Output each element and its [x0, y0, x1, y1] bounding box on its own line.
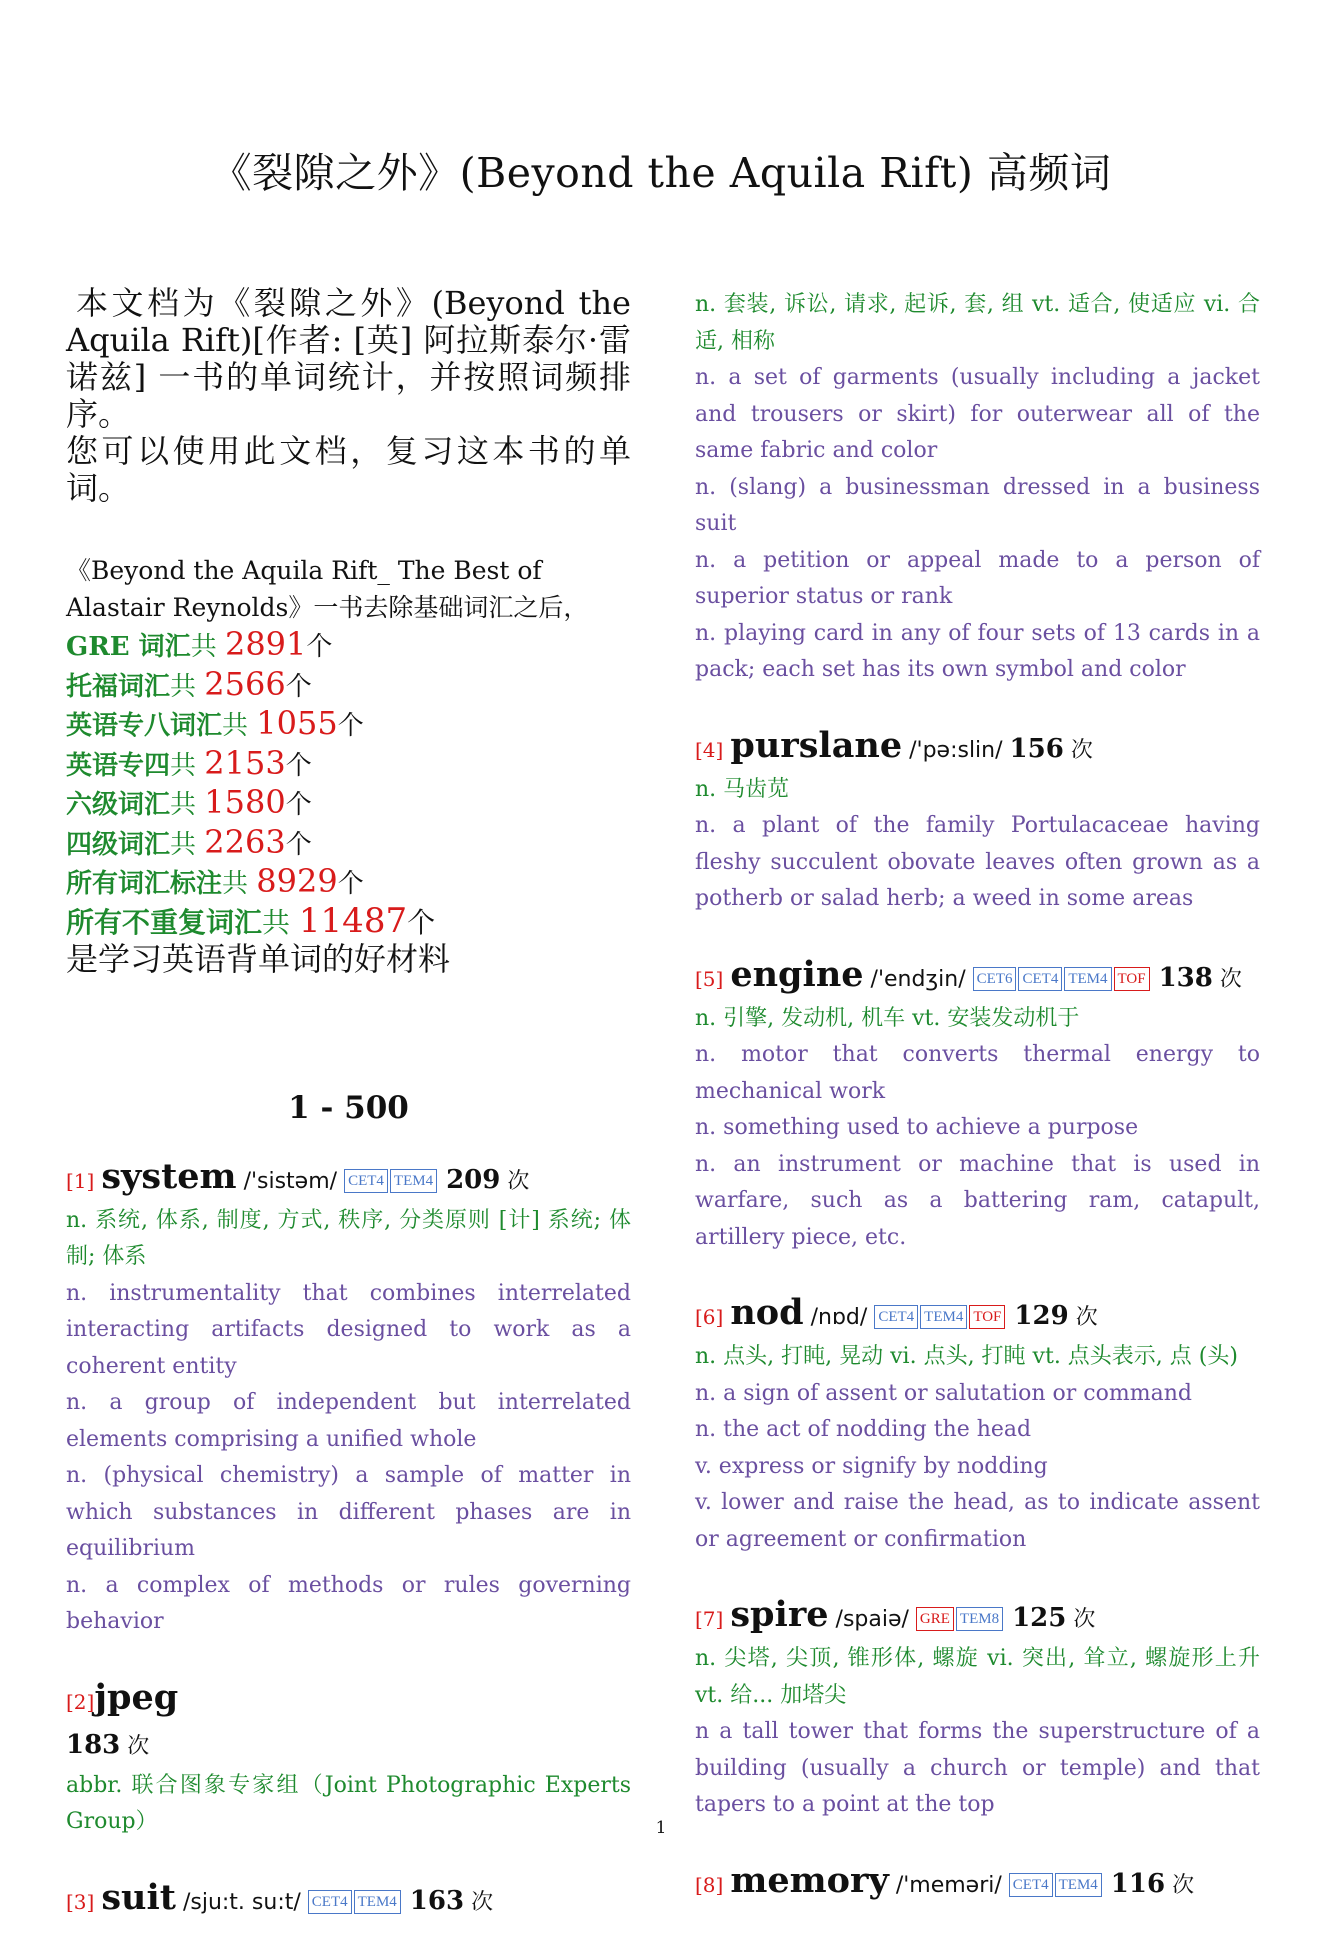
stats-row — [66, 626, 631, 666]
intro-text — [66, 285, 631, 507]
definition-cn: n. 尖塔, 尖顶, 锥形体, 螺旋 vi. 突出, 耸立, 螺旋形上升 vt. 给... 加塔尖 — [695, 1646, 1260, 1708]
entry-word: memory — [730, 1859, 889, 1901]
definition-cn: n. 套装, 诉讼, 请求, 起诉, 套, 组 vt. 适合, 使适应 vi. 合适, 相称 — [695, 292, 1260, 354]
tag-badge: CET4 — [874, 1305, 918, 1329]
definition-en: n. instrumentality that combines interrelated interacting artifacts designed to work as a coherent entity — [66, 1280, 631, 1379]
entry-word: system — [101, 1155, 237, 1197]
stats-mid: 共 — [190, 632, 225, 662]
stats-label: 英语专四 — [66, 750, 171, 781]
stats-row — [66, 745, 631, 785]
entry-ipa: /'meməri/ — [895, 1872, 1002, 1898]
entry-head — [695, 725, 1260, 772]
entry-count-unit: 次 — [1172, 1872, 1195, 1898]
entry-head — [695, 954, 1260, 1001]
word-entry — [695, 725, 1260, 918]
entry-word: spire — [730, 1594, 829, 1635]
tag-badge: TOF — [1114, 967, 1150, 991]
entry-head — [695, 1292, 1260, 1339]
entry-ipa: /'pə:slin/ — [909, 737, 1003, 763]
stats-row — [66, 824, 631, 864]
stats-mid: 共 — [222, 711, 257, 741]
tag-badge: GRE — [916, 1607, 954, 1631]
stats-mid: 共 — [170, 750, 205, 781]
entry-head — [695, 1860, 1260, 1907]
intro-line-2: 您可以使用此文档，复习这本书的单词。 — [66, 432, 631, 507]
definition-en: n. a complex of methods or rules governing behavior — [66, 1572, 631, 1634]
entry-index: [6] — [695, 1305, 724, 1329]
tag-badge: TEM4 — [354, 1890, 401, 1914]
entry-ipa: /sju:t. su:t/ — [182, 1889, 301, 1915]
word-entry — [695, 1860, 1260, 1907]
word-entry — [66, 1156, 631, 1641]
tag-badge: TOF — [969, 1305, 1005, 1329]
stats-row — [66, 863, 631, 903]
stats-row — [66, 666, 631, 706]
definition-en: n. playing card in any of four sets of 13 cards in a pack; each set has its own symbol and color — [695, 620, 1260, 682]
entry-index: [7] — [695, 1607, 724, 1631]
page-title: 《裂隙之外》(Beyond the Aquila Rift) 高频词 — [210, 149, 1112, 197]
entry-index: [5] — [695, 966, 724, 991]
entry-index: [3] — [66, 1889, 95, 1914]
entry-index: [4] — [695, 737, 724, 762]
stats-row — [66, 705, 631, 745]
definition-en: n. motor that converts thermal energy to mechanical work — [695, 1042, 1260, 1104]
entry-ipa: /'sistəm/ — [243, 1168, 338, 1194]
stats-mid: 共 — [170, 829, 205, 860]
word-entry — [695, 1292, 1260, 1558]
definition-en: n. a set of garments (usually including a jacket and trousers or skirt) for outerwear all of the same fabric and color — [695, 365, 1260, 463]
stats-mid: 共 — [170, 671, 205, 702]
entry-count: 129 — [1014, 1301, 1069, 1331]
definition-cn: n. 点头, 打盹, 晃动 vi. 点头, 打盹 vt. 点头表示, 点 (头) — [695, 1344, 1238, 1369]
definition-en: n. the act of nodding the head — [695, 1417, 1032, 1442]
tag-badge: CET4 — [344, 1169, 388, 1193]
tag-badge: TEM4 — [1064, 967, 1111, 991]
stats-number: 11487 — [298, 900, 408, 941]
stats-lead: 《Beyond the Aquila Rift_ The Best of Alastair Reynolds》一书去除基础词汇之后， — [66, 556, 589, 622]
stats-mid: 共 — [170, 790, 205, 820]
entry-word: suit — [101, 1876, 176, 1918]
entry-head — [66, 1156, 631, 1203]
page-number: 1 — [655, 1818, 667, 1838]
entry-count-unit: 次 — [1073, 1607, 1096, 1632]
definition-cn: n. 系统, 体系, 制度, 方式, 秩序, 分类原则 [计] 系统; 体制; 体系 — [66, 1207, 631, 1269]
stats-label: GRE 词汇 — [66, 632, 191, 662]
entry-word: nod — [730, 1292, 804, 1333]
entry-count: 116 — [1110, 1868, 1166, 1899]
definition-en: n. a petition or appeal made to a person of superior status or rank — [695, 547, 1260, 609]
definition-en: v. lower and raise the head, as to indicate assent or agreement or confirmation — [695, 1490, 1260, 1552]
tag-badge: CET6 — [973, 967, 1017, 991]
stats-row — [66, 784, 631, 824]
stats-unit: 个 — [285, 671, 312, 702]
entry-word: jpeg — [94, 1676, 179, 1718]
stats-tail: 是学习英语背单词的好材料 — [66, 940, 451, 978]
stats-mid: 共 — [222, 869, 257, 899]
entry-ipa: /'endʒin/ — [870, 966, 966, 992]
definition-cn: n. 马齿苋 — [695, 776, 790, 802]
tag-badge: TEM8 — [956, 1607, 1003, 1631]
entry-index: [8] — [695, 1872, 724, 1897]
definition-en: n. (physical chemistry) a sample of matter in which substances in different phases are in equilibrium — [66, 1463, 631, 1561]
entry-count: 209 — [446, 1164, 501, 1195]
entry-word: purslane — [730, 724, 903, 766]
entry-count-unit: 次 — [1075, 1305, 1098, 1330]
definition-en: v. express or signify by nodding — [695, 1453, 1048, 1479]
definition-en: n. something used to achieve a purpose — [695, 1115, 1139, 1140]
definition-en: n. an instrument or machine that is used in warfare, such as a battering ram, catapult, artillery piece, etc. — [695, 1151, 1260, 1250]
stats-unit: 个 — [285, 829, 312, 860]
stats-unit: 个 — [285, 790, 312, 820]
stats-number: 1055 — [256, 704, 338, 742]
stats-unit: 个 — [306, 632, 333, 662]
entry-head — [695, 1594, 1260, 1641]
tag-badge: CET4 — [1009, 1873, 1053, 1897]
tag-badge: CET4 — [1018, 967, 1062, 991]
stats-number: 2566 — [204, 664, 286, 703]
stats-label: 所有不重复词汇 — [66, 905, 263, 939]
stats-label: 所有词汇标注 — [66, 869, 223, 899]
stats-label: 托福词汇 — [66, 671, 171, 702]
stats-unit: 个 — [285, 750, 312, 781]
entry-ipa: /spaiə/ — [835, 1607, 909, 1632]
entry-count: 125 — [1012, 1603, 1067, 1633]
entry-ipa: /nɒd/ — [810, 1305, 868, 1330]
right-column — [695, 287, 1260, 1943]
tag-badge: TEM4 — [390, 1169, 437, 1193]
range-heading: 1 - 500 — [288, 1089, 409, 1126]
definition-en: n. a sign of assent or salutation or command — [695, 1380, 1192, 1406]
stats-number: 8929 — [256, 862, 338, 900]
entry-count-unit: 次 — [471, 1889, 494, 1915]
tag-badge: CET4 — [308, 1890, 352, 1914]
entry-head — [66, 1677, 631, 1768]
definition-en: n. a group of independent but interrelated elements comprising a unified whole — [66, 1390, 631, 1452]
stats-row — [66, 900, 631, 942]
stats-number: 2263 — [204, 822, 286, 861]
stats-number: 2891 — [224, 625, 307, 663]
definition-en: n. (slang) a businessman dressed in a business suit — [695, 474, 1260, 536]
stats-unit: 个 — [407, 905, 436, 939]
stats-label: 英语专八词汇 — [66, 711, 223, 741]
definition-cn: abbr. 联合图象专家组（Joint Photographic Experts Group） — [66, 1772, 631, 1834]
entry-count-unit: 次 — [127, 1733, 150, 1759]
word-entry-continued — [695, 287, 1260, 689]
tag-badge: TEM4 — [920, 1305, 967, 1329]
entry-count-unit: 次 — [1219, 966, 1242, 992]
entry-count: 183 — [66, 1729, 121, 1760]
entry-head — [66, 1877, 631, 1924]
word-entry — [66, 1877, 631, 1924]
entry-index: [1] — [66, 1168, 95, 1193]
tag-badge: TEM4 — [1055, 1873, 1102, 1897]
definition-en: n. a plant of the family Portulacaceae having fleshy succulent obovate leaves often grown as a potherb or salad herb; a weed in some areas — [695, 813, 1260, 911]
stats-mid: 共 — [262, 905, 299, 939]
word-entry — [66, 1677, 631, 1841]
word-entry — [695, 1594, 1260, 1824]
entry-count: 163 — [409, 1885, 465, 1916]
entry-count: 156 — [1009, 733, 1064, 764]
entry-count-unit: 次 — [507, 1168, 530, 1194]
stats-unit: 个 — [337, 711, 364, 741]
entry-count: 138 — [1158, 962, 1213, 993]
stats-label: 四级词汇 — [66, 829, 171, 860]
entry-index: [2] — [66, 1689, 95, 1714]
stats-label: 六级词汇 — [66, 790, 171, 820]
definition-en: n a tall tower that forms the superstructure of a building (usually a church or temple) and that tapers to a point at the top — [695, 1719, 1260, 1817]
stats-unit: 个 — [337, 869, 364, 899]
left-column — [66, 285, 631, 1960]
stats-number: 1580 — [204, 783, 286, 821]
entry-count-unit: 次 — [1070, 737, 1093, 763]
entry-word: engine — [730, 953, 864, 995]
intro-line-1: 本文档为《裂隙之外》(Beyond the Aquila Rift)[作者: [英] 阿拉斯泰尔·雷诺兹] 一书的单词统计，并按照词频排序。 — [66, 284, 631, 433]
stats-number: 2153 — [204, 743, 286, 782]
word-entry — [695, 954, 1260, 1257]
vocab-stats — [66, 553, 631, 978]
definition-cn: n. 引擎, 发动机, 机车 vt. 安装发动机于 — [695, 1005, 1080, 1031]
